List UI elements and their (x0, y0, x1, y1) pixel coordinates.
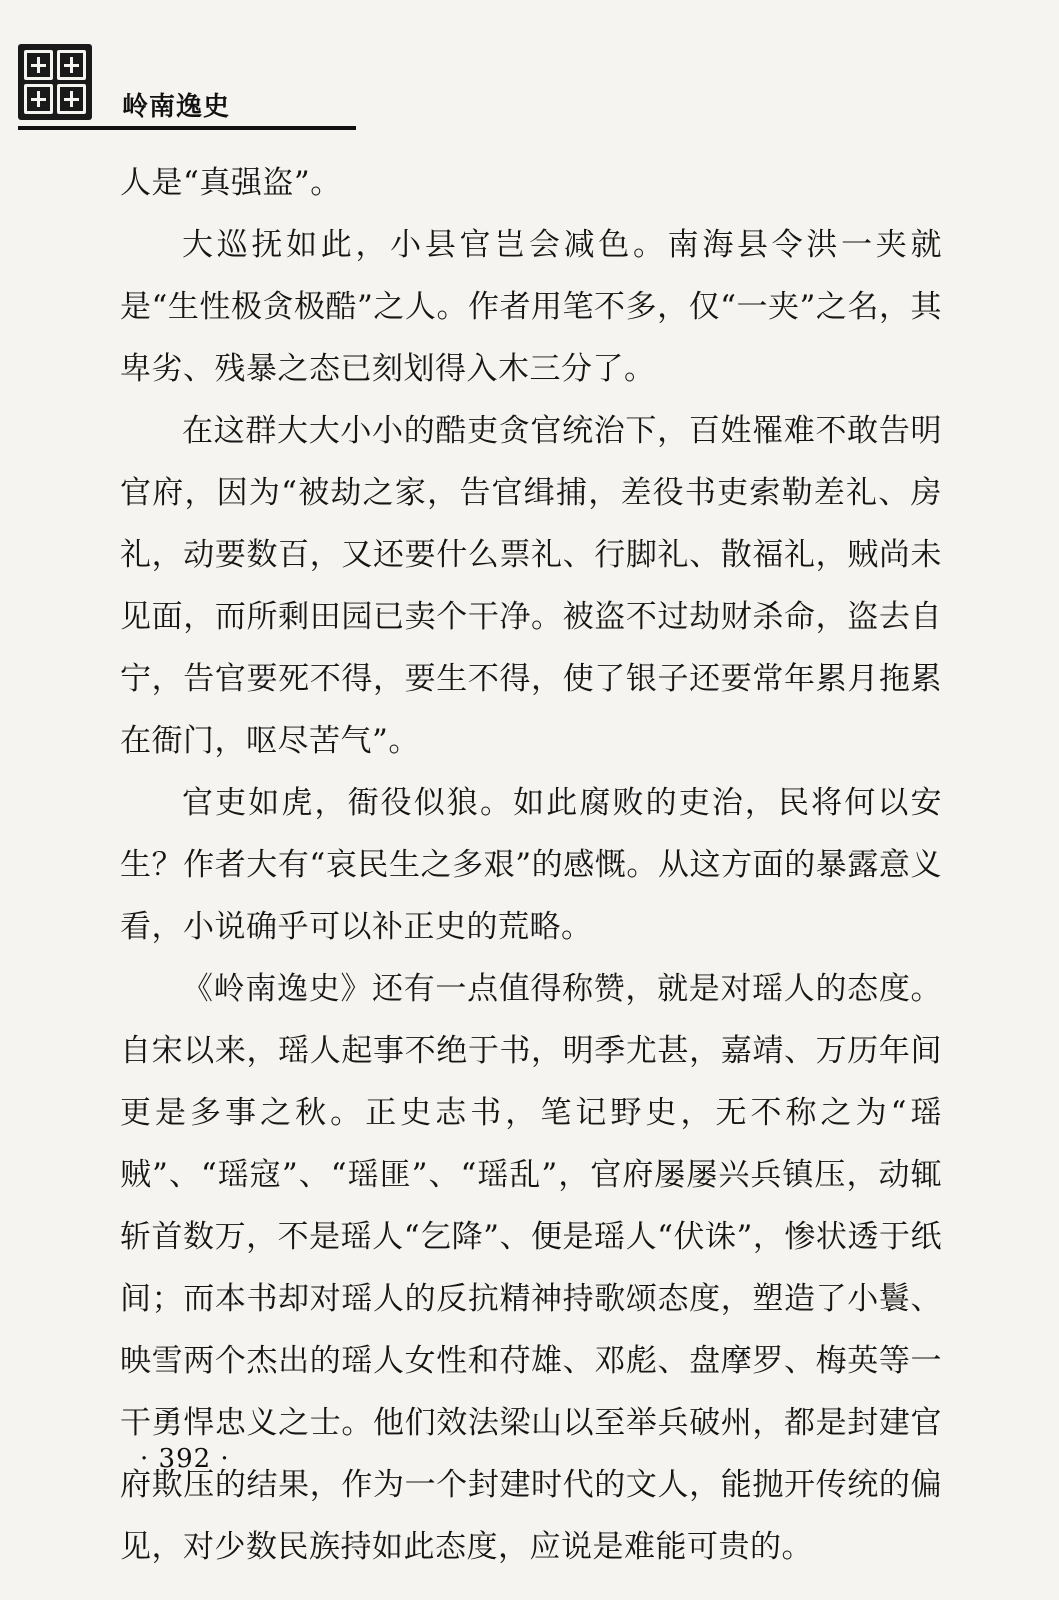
paragraph: 大巡抚如此，小县官岂会减色。南海县令洪一夹就是“生性极贪极酷”之人。作者用笔不多，仅“一夹”之名，其卑劣、残暴之态已刻划得入木三分了。 (120, 227, 942, 387)
paragraph: 在这群大大小小的酷吏贪官统治下，百姓罹难不敢告明官府，因为“被劫之家，告官缉捕，差役书吏索勒差礼、房礼，动要数百，又还要什么票礼、行脚礼、散福礼，贼尚未见面，而所剩田园已卖个干净。被盗不过劫财杀命，盗去自宁，告官要死不得，要生不得，使了银子还要常年累月拖累在衙门，呕尽苦气”。 (120, 413, 942, 759)
running-header-title: 岭南逸史 (122, 92, 231, 122)
paragraph: 《岭南逸史》还有一点值得称赞，就是对瑶人的态度。自宋以来，瑶人起事不绝于书，明季尤甚，嘉靖、万历年间更是多事之秋。正史志书，笔记野史，无不称之为“瑶贼”、“瑶寇”、“瑶匪”、“瑶乱”，官府屡屡兴兵镇压，动辄斩首数万，不是瑶人“乞降”、便是瑶人“伏诛”，惨状透于纸间；而本书却对瑶人的反抗精神持歌颂态度，塑造了小鬟、映雪两个杰出的瑶人女性和苻雄、邓彪、盘摩罗、梅英等一干勇悍忠义之士。他们效法梁山以至举兵破州，都是封建官府欺压的结果，作为一个封建时代的文人，能抛开传统的偏见，对少数民族持如此态度，应说是难能可贵的。 (120, 971, 942, 1565)
body-text (120, 152, 942, 1578)
paragraph-continuation: 人是“真强盗”。 (120, 165, 342, 201)
page-number: · 392 · (140, 1444, 230, 1474)
page-header (18, 44, 358, 134)
paragraph: 官吏如虎，衙役似狼。如此腐败的吏治，民将何以安生？作者大有“哀民生之多艰”的感慨。从这方面的暴露意义看，小说确乎可以补正史的荒略。 (120, 785, 942, 945)
header-rule (18, 126, 356, 130)
seal-logo-icon (18, 44, 92, 120)
